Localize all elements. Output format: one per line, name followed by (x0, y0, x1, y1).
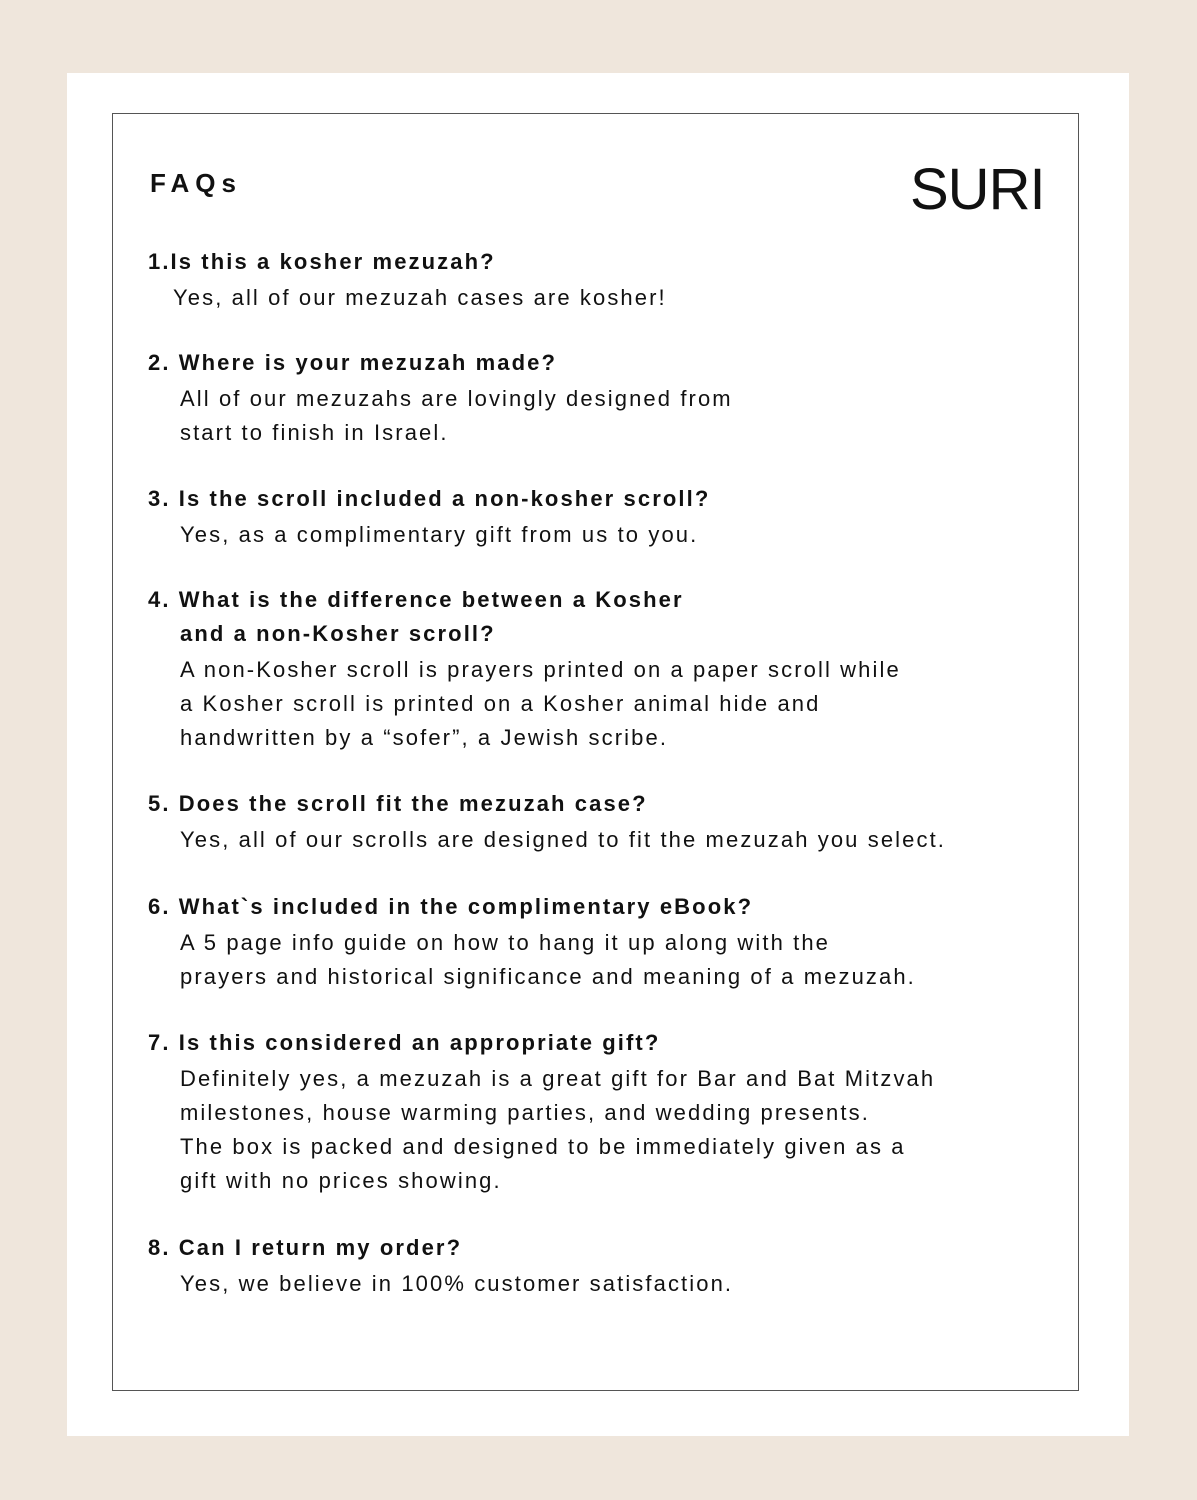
faq-question (148, 245, 667, 279)
faq-question (148, 583, 901, 651)
faq-answer-line: milestones, house warming parties, and wedding presents. (180, 1100, 870, 1125)
faq-item (148, 245, 667, 315)
faq-question (148, 1231, 733, 1265)
faq-question (148, 787, 946, 821)
faq-item (148, 482, 710, 552)
question-line: 4. What is the difference between a Kosher (148, 587, 684, 612)
question-line: 5. Does the scroll fit the mezuzah case? (148, 791, 648, 816)
question-line: 8. Can I return my order? (148, 1235, 463, 1260)
faq-answer-line: Yes, all of our mezuzah cases are kosher! (173, 285, 667, 310)
faq-item (148, 583, 901, 755)
question-line: 3. Is the scroll included a non-kosher scroll? (148, 486, 711, 511)
faq-question (148, 890, 916, 924)
faq-item (148, 1026, 935, 1198)
question-line: 1.Is this a kosher mezuzah? (148, 249, 496, 274)
faq-item (148, 787, 946, 857)
question-line: and a non-Kosher scroll? (180, 621, 496, 646)
faq-item (148, 346, 733, 450)
faq-answer-line: Definitely yes, a mezuzah is a great gift for Bar and Bat Mitzvah (180, 1066, 936, 1091)
page-title: FAQs (150, 168, 242, 198)
faq-answer-line: A 5 page info guide on how to hang it up along with the (180, 930, 831, 955)
faq-answer-line: The box is packed and designed to be immediately given as a (180, 1134, 906, 1159)
faq-answer-line: gift with no prices showing. (180, 1168, 502, 1193)
question-line: 7. Is this considered an appropriate gift? (148, 1030, 661, 1055)
faq-question (148, 1026, 935, 1060)
faq-answer-line: All of our mezuzahs are lovingly designed from (180, 386, 733, 411)
faq-answer-line: Yes, all of our scrolls are designed to fit the mezuzah you select. (180, 827, 947, 852)
faq-answer-line: start to finish in Israel. (180, 420, 449, 445)
faq-answer-line: a Kosher scroll is printed on a Kosher animal hide and (180, 691, 821, 716)
faq-answer-line: A non-Kosher scroll is prayers printed on a paper scroll while (180, 657, 901, 682)
faq-answer-line: Yes, we believe in 100% customer satisfaction. (180, 1271, 734, 1296)
question-line: 6. What`s included in the complimentary eBook? (148, 894, 754, 919)
faq-item (148, 1231, 733, 1301)
faq-answer-line: handwritten by a “sofer”, a Jewish scribe. (180, 725, 669, 750)
question-line: 2. Where is your mezuzah made? (148, 350, 557, 375)
faq-question (148, 482, 710, 516)
suri-logo: SURI (910, 157, 1045, 222)
faq-question (148, 346, 733, 380)
faq-answer-line: prayers and historical significance and meaning of a mezuzah. (180, 964, 916, 989)
faq-item (148, 890, 916, 994)
faq-answer-line: Yes, as a complimentary gift from us to you. (180, 522, 699, 547)
